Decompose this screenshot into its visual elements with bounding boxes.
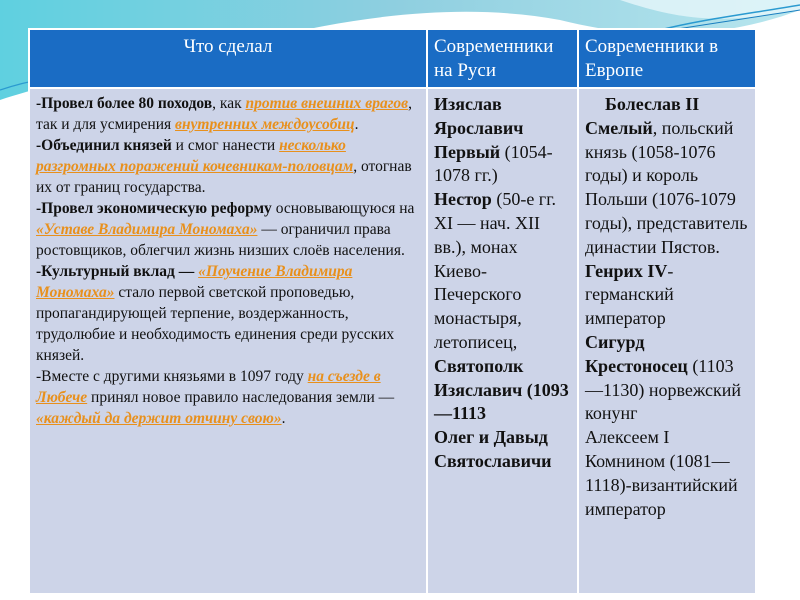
header-contemporaries-europe: Современники в Европе [578, 29, 756, 88]
achievement-campaigns: -Провел более 80 походов, как против внешних врагов, так и для усмирения внутренних междоусобиц. [36, 95, 412, 133]
comparison-table [28, 28, 757, 595]
contemporary-alexios: Алексеем I Комнином (1081—1118)-византийский император [585, 427, 738, 519]
contemporary-heinrich: Генрих IV-германский император [585, 260, 674, 329]
link-external-enemies[interactable]: против внешних врагов [245, 95, 409, 112]
contemporary-izyaslav: Изяслав Ярославич Первый (1054-1078 гг.) [434, 94, 553, 186]
link-lyubech-congress[interactable]: на съезде в Любече [36, 368, 381, 406]
link-internal-strife[interactable]: внутренних междоусобиц [175, 116, 355, 133]
contemporary-svyatopolk: Святополк Изяславич (1093—1113 [434, 355, 569, 424]
achievement-unification: -Объединил князей и смог нанести несколько разгромных поражений кочевникам-половцам, отогнав их от границ государства. [36, 137, 412, 196]
cell-what-done [29, 88, 427, 594]
header-what-done: Что сделал [29, 29, 427, 88]
contemporary-oleg-davyd: Олег и Давыд Святославичи [434, 427, 552, 471]
achievement-economic-reform: -Провел экономическую реформу основывающуюся на «Уставе Владимира Мономаха» — ограничил права ростовщиков, облегчил жизнь низших слоёв населения. [36, 200, 415, 259]
contemporary-boleslaw: Болеслав II Смелый, польский князь (1058-1076 годы) и король Польши (1076-1079 годы), представитель династии Пястов. [585, 94, 748, 257]
contemporary-nestor: Нестор (50-е гг. XI — нач. XII вв.), монах Киево-Печерского монастыря, летописец, [434, 189, 557, 352]
contemporary-sigurd: Сигурд Крестоносец (1103—1130) норвежский конунг [585, 331, 741, 424]
link-otchina-quote[interactable]: «каждый да держит отчину свою» [36, 410, 282, 427]
cell-contemporaries-rus [427, 88, 578, 594]
achievement-cultural: -Культурный вклад — «Поучение Владимира Мономаха» стало первой светской проповедью, пропагандирующей терпение, воздержанность, трудолюбие и необходимость единения среди русских князей. [36, 263, 395, 364]
table-container [28, 28, 755, 595]
table-header-row [29, 29, 756, 88]
achievement-lyubech: -Вместе с другими князьями в 1097 году на съезде в Любече принял новое правило наследования земли — «каждый да держит отчину свою». [36, 368, 395, 427]
table-row [29, 88, 756, 594]
cell-contemporaries-europe [578, 88, 756, 594]
header-contemporaries-rus: Современники на Руси [427, 29, 578, 88]
link-polovtsy-defeats[interactable]: несколько разгромных поражений кочевникам-половцам [36, 137, 354, 175]
link-pouchenie-monomakh[interactable]: «Поучение Владимира Мономаха» [36, 263, 353, 301]
link-ustav-monomakh[interactable]: «Уставе Владимира Мономаха» [36, 221, 258, 238]
